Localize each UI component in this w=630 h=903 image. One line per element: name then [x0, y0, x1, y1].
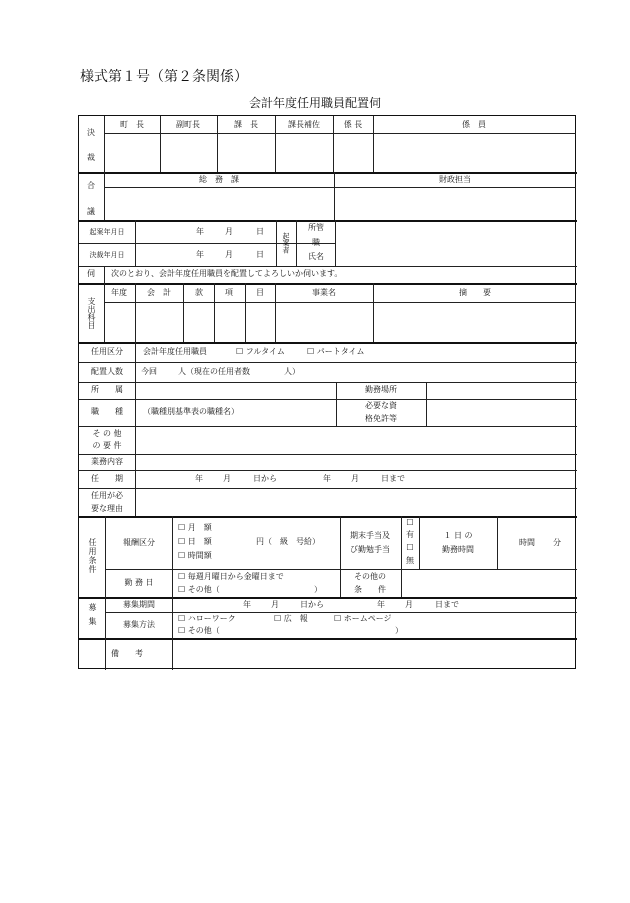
col-line [172, 516, 173, 670]
term-to-month: 月 [351, 474, 359, 483]
row-line [79, 516, 577, 518]
col-line [214, 283, 215, 342]
col-line [135, 220, 136, 266]
recruitment-method-label: 募集方法 [123, 620, 155, 629]
col-line [334, 172, 335, 220]
headcount-suffix: 人） [284, 367, 300, 376]
bonus-label-1: 期末手当及 [350, 531, 390, 540]
budget-header-kou: 項 [225, 288, 233, 297]
necessity-label-2: 要な理由 [91, 504, 123, 513]
workplace-label: 勤務場所 [365, 385, 397, 394]
appointment-type-value: 会計年度任用職員 [143, 347, 207, 356]
approval-header-staff: 係 員 [462, 120, 486, 129]
hours-label-2: 勤務時間 [442, 545, 474, 554]
workday-weekday-checkbox[interactable]: ☐ 毎週月曜日から金曜日まで [178, 572, 284, 581]
budget-header-year: 年度 [111, 288, 127, 297]
necessity-label-1: 任用が必 [91, 491, 123, 500]
other-conditions-label-2: 条 件 [354, 585, 386, 594]
license-label-2: 格免許等 [365, 414, 397, 423]
method-other-checkbox[interactable]: ☐ その他（ [178, 626, 220, 635]
job-type-label: 職 種 [91, 407, 123, 416]
term-to-day: 日まで [381, 474, 405, 483]
col-line [104, 283, 105, 342]
consultation-label-2: 議 [87, 207, 95, 216]
col-line [245, 283, 246, 342]
headcount-prefix: 今回 [141, 367, 157, 376]
inquiry-label: 伺 [87, 269, 95, 278]
budget-header-project: 事業名 [312, 288, 336, 297]
row-line [105, 569, 577, 570]
row-line [79, 454, 577, 455]
pay-monthly-checkbox[interactable]: ☐ 月 額 [178, 523, 212, 532]
recruitment-period-label: 募集期間 [123, 600, 155, 609]
affiliation-label: 所 属 [91, 385, 123, 394]
approval-header-subsection-chief: 係 長 [343, 120, 363, 129]
form-number: 様式第１号（第２条関係） [80, 69, 248, 85]
parttime-checkbox[interactable]: ☐ パートタイム [307, 347, 365, 356]
conditions-label: 任用条件 [88, 538, 97, 574]
col-line [135, 342, 136, 516]
col-line [419, 516, 420, 569]
row-line [105, 612, 577, 613]
col-line [217, 116, 218, 172]
date-day: 日 [256, 227, 264, 236]
row-line [104, 187, 576, 188]
bonus-label-2: び勤勉手当 [350, 545, 390, 554]
hours-unit: 時間 [519, 538, 535, 547]
appointment-type-label: 任用区分 [91, 347, 123, 356]
duties-label: 業務内容 [91, 457, 123, 466]
row-line [79, 488, 577, 489]
drafter-label: 起案者 [282, 232, 290, 254]
approval-label-2: 裁 [87, 153, 95, 162]
bonus-yes-label: 有 [406, 530, 414, 539]
row-line [79, 426, 577, 427]
col-line [105, 516, 106, 670]
col-line [373, 116, 374, 172]
budget-header-kan: 款 [195, 288, 203, 297]
approval-header-assistant-chief: 課長補佐 [288, 120, 320, 129]
approval-header-mayor: 町 長 [120, 120, 144, 129]
date-day: 日 [256, 250, 264, 259]
workday-other-checkbox[interactable]: ☐ その他（ [178, 585, 220, 594]
term-from-year: 年 [195, 474, 203, 483]
method-homepage-checkbox[interactable]: ☐ ホームページ [334, 614, 392, 623]
staff-label: 職 [312, 238, 320, 247]
row-line [79, 399, 577, 400]
license-label-1: 必要な資 [365, 401, 397, 410]
col-line [373, 283, 374, 342]
recruitment-to-year: 年 [377, 600, 385, 609]
name-label: 氏名 [308, 252, 324, 261]
row-line [79, 382, 577, 383]
col-line [340, 516, 341, 597]
method-publicity-checkbox[interactable]: ☐ 広 報 [274, 614, 308, 623]
recruitment-from-day: 日から [300, 600, 324, 609]
headcount-current: 人（現在の任用者数 [178, 367, 250, 376]
hours-label-1: １ 日 の [443, 531, 473, 540]
col-line [104, 266, 105, 283]
budget-header-account: 会 計 [147, 288, 171, 297]
other-requirements-label-2: の 要 件 [92, 441, 122, 450]
row-line [79, 362, 577, 363]
col-line [426, 382, 427, 426]
date-month: 月 [225, 227, 233, 236]
term-from-day: 日から [253, 474, 277, 483]
col-line [160, 116, 161, 172]
col-line [275, 116, 276, 172]
col-line [333, 116, 334, 172]
workday-label: 勤 務 日 [124, 578, 154, 587]
date-month: 月 [225, 250, 233, 259]
row-line [79, 597, 577, 599]
col-line [275, 283, 276, 342]
recruitment-to-month: 月 [405, 600, 413, 609]
col-line [296, 220, 297, 266]
headcount-label: 配置人数 [91, 367, 123, 376]
row-line [79, 638, 577, 640]
bonus-no-checkbox[interactable]: ☐ [406, 543, 414, 552]
row-line [79, 266, 577, 267]
workday-other-close: ） [314, 585, 322, 594]
dept-label: 所管 [308, 223, 324, 232]
bonus-no-label: 無 [406, 556, 414, 565]
row-line [104, 133, 576, 134]
pay-daily-checkbox[interactable]: ☐ 日 額 [178, 537, 212, 546]
pay-unit: 円（ 級 号給） [256, 537, 320, 546]
recruitment-from-month: 月 [271, 600, 279, 609]
row-line [104, 302, 576, 303]
approval-header-section-chief: 課 長 [234, 120, 258, 129]
document-title: 会計年度任用職員配置伺 [248, 96, 381, 110]
term-to-year: 年 [323, 474, 331, 483]
col-line [401, 516, 402, 597]
draft-date-label: 起案年月日 [89, 228, 125, 236]
recruitment-to-day: 日まで [435, 600, 459, 609]
application-form [78, 115, 576, 669]
other-conditions-label-1: その他の [354, 572, 386, 581]
method-hellowork-checkbox[interactable]: ☐ ハローワーク [178, 614, 236, 623]
row-line [79, 342, 577, 344]
decision-date-label: 決裁年月日 [89, 251, 125, 259]
pay-hourly-checkbox[interactable]: ☐ 時間額 [178, 551, 212, 560]
date-year: 年 [196, 250, 204, 259]
minutes-unit: 分 [553, 538, 561, 547]
row-line [79, 283, 577, 285]
row-line [79, 172, 577, 174]
bonus-yes-checkbox[interactable]: ☐ [406, 518, 414, 527]
recruitment-from-year: 年 [243, 600, 251, 609]
fulltime-checkbox[interactable]: ☐ フルタイム [236, 347, 285, 356]
inquiry-text: 次のとおり、会計年度任用職員を配置してよろしいか伺います。 [111, 269, 343, 278]
approval-header-deputy-mayor: 副町長 [176, 120, 200, 129]
row-line [79, 470, 577, 471]
budget-header-summary: 摘 要 [459, 288, 491, 297]
budget-header-moku: 目 [256, 288, 264, 297]
job-type-hint: （職種別基準表の職種名） [143, 407, 239, 416]
pay-category-label: 報酬区分 [123, 538, 155, 547]
budget-label: 支出科目 [87, 297, 96, 329]
col-line [336, 382, 337, 426]
other-requirements-label-1: そ の 他 [92, 429, 122, 438]
consultation-header-general-affairs: 総 務 課 [199, 175, 239, 184]
col-line [135, 283, 136, 342]
consultation-header-finance: 財政担当 [439, 175, 471, 184]
approval-label-1: 決 [87, 128, 95, 137]
col-line [497, 516, 498, 569]
col-line [335, 220, 336, 266]
col-line [104, 116, 105, 220]
term-label: 任 期 [91, 474, 123, 483]
term-from-month: 月 [223, 474, 231, 483]
date-year: 年 [196, 227, 204, 236]
col-line [183, 283, 184, 342]
consultation-label-1: 合 [87, 181, 95, 190]
method-other-close: ） [395, 626, 403, 635]
row-line [79, 220, 577, 222]
recruitment-label: 募集 [88, 603, 97, 631]
col-line [276, 220, 277, 266]
remarks-label: 備 考 [111, 649, 143, 658]
